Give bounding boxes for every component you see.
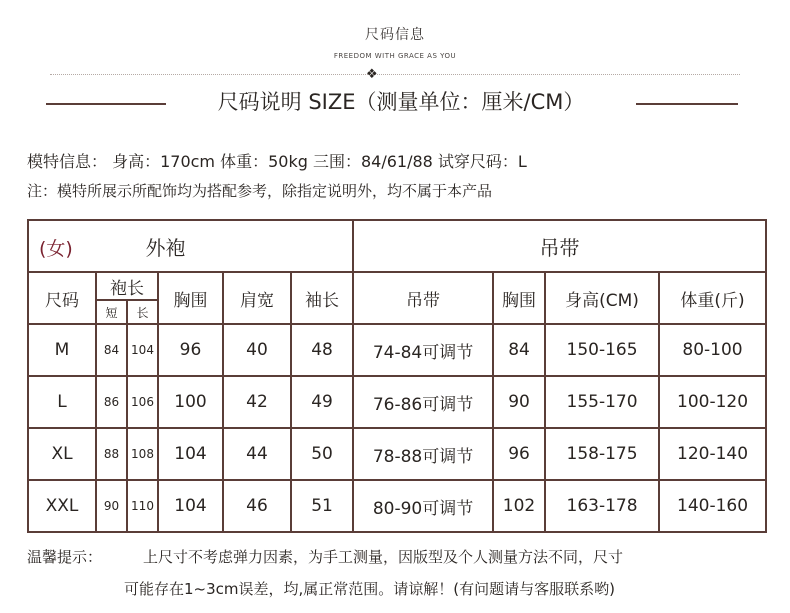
cami-group-header: 吊带	[353, 220, 766, 272]
cell-height: 155-170	[545, 376, 659, 428]
cell-bust: 104	[158, 480, 223, 532]
cell-sleeve: 50	[291, 428, 353, 480]
cell-sleeve: 51	[291, 480, 353, 532]
cell-shoulder: 46	[223, 480, 291, 532]
model-info: 模特信息： 身高：170cm 体重：50kg 三围：84/61/88 试穿尺码：L	[27, 152, 527, 171]
model-note: 注：模特所展示所配饰均为搭配参考，除指定说明外，均不属于本产品	[27, 182, 493, 200]
cell-bust: 96	[158, 324, 223, 376]
header-cami: 吊带	[353, 272, 493, 324]
header-cami-bust: 胸围	[493, 272, 545, 324]
cell-cami-bust: 96	[493, 428, 545, 480]
section-title: 尺码说明 SIZE（测量单位：厘米/CM）	[217, 90, 585, 114]
header	[0, 24, 790, 60]
cell-height: 150-165	[545, 324, 659, 376]
cell-shoulder: 44	[223, 428, 291, 480]
cell-short: 84	[96, 324, 127, 376]
cell-height: 158-175	[545, 428, 659, 480]
header-robe-length: 袍长	[96, 272, 158, 300]
cell-shoulder: 40	[223, 324, 291, 376]
header-subtitle: FREEDOM WITH GRACE AS YOU	[333, 52, 457, 60]
tips-label: 温馨提示：	[27, 548, 103, 566]
cell-short: 88	[96, 428, 127, 480]
table-header-row	[28, 272, 766, 300]
cell-long: 108	[127, 428, 158, 480]
cell-bust: 104	[158, 428, 223, 480]
cell-cami-bust: 102	[493, 480, 545, 532]
cell-cami: 74-84可调节	[353, 324, 493, 376]
cell-weight: 120-140	[659, 428, 766, 480]
cell-size: M	[28, 324, 96, 376]
header-robe-long: 长	[127, 300, 158, 324]
cell-cami: 76-86可调节	[353, 376, 493, 428]
cell-cami: 80-90可调节	[353, 480, 493, 532]
cell-cami: 78-88可调节	[353, 428, 493, 480]
outer-group-label: 外袍	[145, 235, 186, 260]
header-weight: 体重(斤)	[659, 272, 766, 324]
gender-label: (女)	[39, 237, 73, 260]
dotted-divider	[50, 74, 740, 75]
cell-height: 163-178	[545, 480, 659, 532]
section-line-left	[46, 103, 166, 105]
table-title-row	[28, 220, 766, 272]
cell-long: 104	[127, 324, 158, 376]
cell-sleeve: 48	[291, 324, 353, 376]
size-table	[27, 219, 767, 533]
cell-cami-bust: 90	[493, 376, 545, 428]
header-title: 尺码信息	[365, 27, 425, 43]
outer-group-header	[28, 220, 353, 272]
cell-size: XL	[28, 428, 96, 480]
cell-weight: 140-160	[659, 480, 766, 532]
tips-line-2: 可能存在1~3cm误差，均,属正常范围。请谅解！(有问题请与客服联系哟)	[124, 580, 615, 598]
cell-short: 90	[96, 480, 127, 532]
cell-long: 110	[127, 480, 158, 532]
cell-short: 86	[96, 376, 127, 428]
cell-long: 106	[127, 376, 158, 428]
table-row	[28, 428, 766, 480]
cell-bust: 100	[158, 376, 223, 428]
header-robe-short: 短	[96, 300, 127, 324]
table-row	[28, 324, 766, 376]
cell-weight: 100-120	[659, 376, 766, 428]
cell-size: L	[28, 376, 96, 428]
header-shoulder: 肩宽	[223, 272, 291, 324]
table-row	[28, 376, 766, 428]
diamond-ornament-icon: ❖	[366, 67, 378, 82]
cell-weight: 80-100	[659, 324, 766, 376]
header-bust: 胸围	[158, 272, 223, 324]
cell-sleeve: 49	[291, 376, 353, 428]
cell-cami-bust: 84	[493, 324, 545, 376]
tips-line-1: 上尺寸不考虑弹力因素，为手工测量，因版型及个人测量方法不同，尺寸	[143, 548, 624, 566]
header-sleeve: 袖长	[291, 272, 353, 324]
cell-size: XXL	[28, 480, 96, 532]
cell-shoulder: 42	[223, 376, 291, 428]
table-row	[28, 480, 766, 532]
header-height: 身高(CM)	[545, 272, 659, 324]
header-size: 尺码	[28, 272, 96, 324]
section-line-right	[636, 103, 738, 105]
